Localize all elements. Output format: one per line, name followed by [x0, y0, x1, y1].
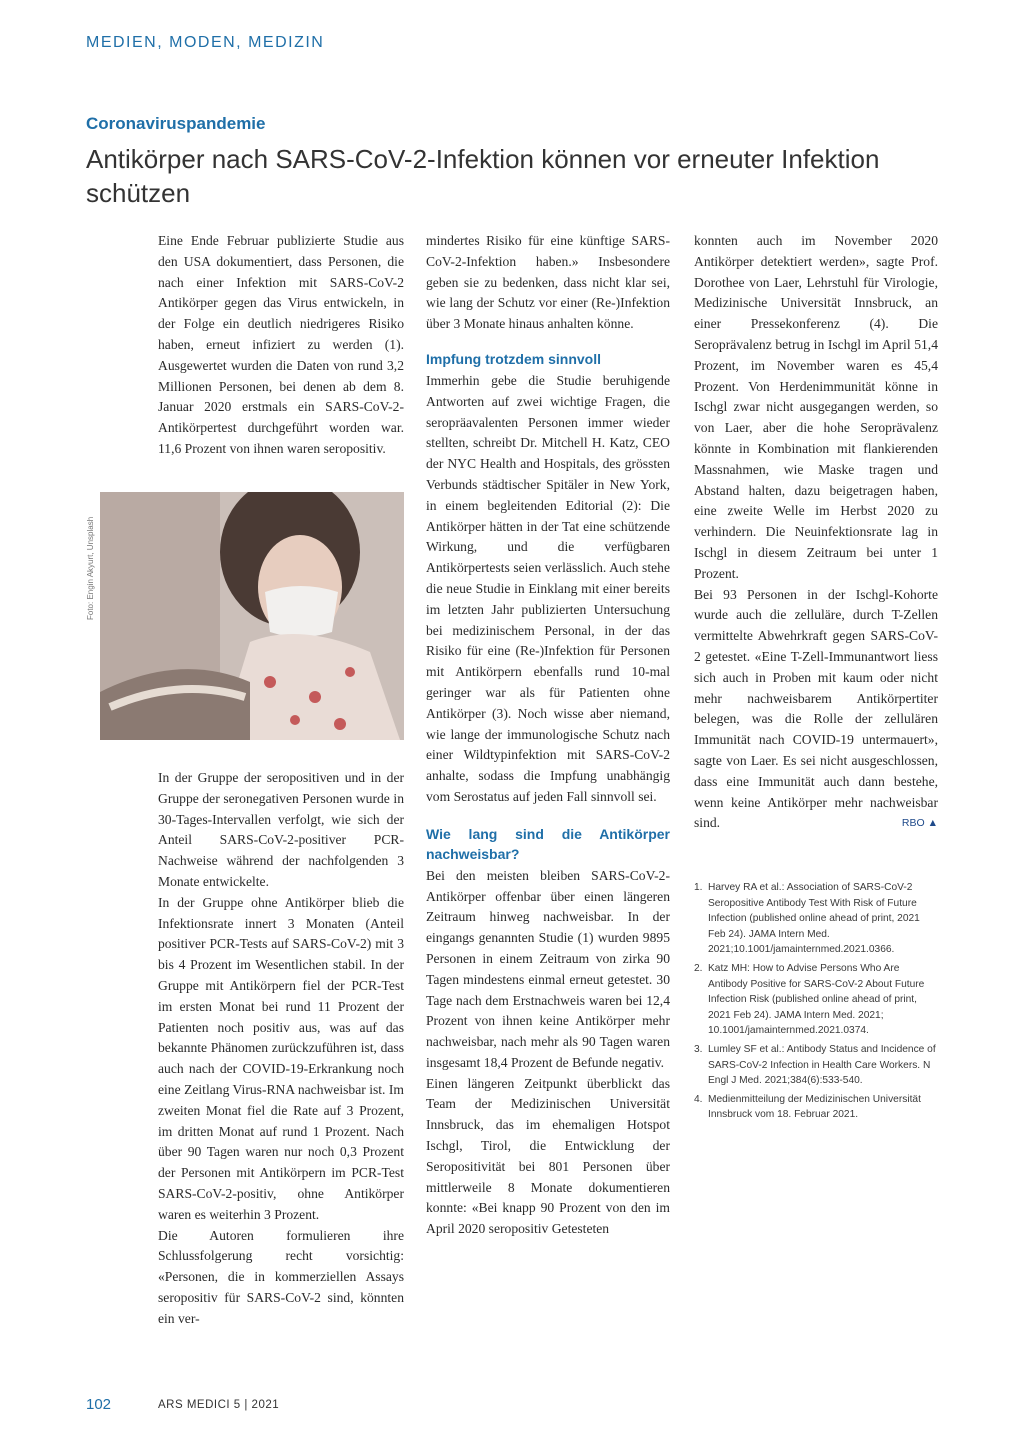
- paragraph-intro: Eine Ende Februar publizierte Studie aus den USA dokumentiert, dass Personen, die nach einer Infektion mit SARS-CoV-2 Antikörper gegen das Virus entwickeln, in der Folge ein deutlich niedrigeres Risiko haben, erneut infiziert zu werden (1). Ausgewertet wurden die Daten von rund 3,2 Millionen Personen, bei denen ab dem 8. Januar 2020 erstmals ein SARS-CoV-2-Antikörpertest durchgeführt worden war. 11,6 Prozent von ihnen waren seropositiv.: [158, 233, 404, 456]
- reference-item: 1. Harvey RA et al.: Association of SARS-CoV-2 Seropositive Antibody Test With Risk of Future Infection (published online ahead of print, 2021 Feb 24). JAMA Intern Med. 2021;10.1001/jamainternmed.2021.0366.: [694, 882, 920, 956]
- paragraph: Bei den meisten bleiben SARS-CoV-2-Antikörper offenbar über einen längeren Zeitraum hinweg nachweisbar. In der eingangs genannten Studie (1) wurden 9895 Personen in einem Zeitraum von zirka 90 Tagen mindestens einmal erneut getestet. 30 Tage nach dem Erstnachweis waren bei 12,4 Prozent von ihnen keine Antikörper mehr nachweisbar, nach mehr als 90 Tagen waren insgesamt 18,4 Prozent de Befunde negativ.: [426, 867, 670, 1070]
- paragraph: Einen längeren Zeitpunkt überblickt das Team der Medizinischen Universität Innsbruck, das im ehemaligen Hotspot Ischgl, Tirol, die Entwicklung der Seropositivität bei 801 Personen über mittlerweile 8 Monate dokumentieren konnte: «Bei knapp 90 Prozent von den im April 2020 seropositiv Getesteten: [426, 1075, 670, 1237]
- photo-credit: Foto: Engin Akyurt, Unsplash: [86, 516, 95, 620]
- column-1-lower: [158, 768, 404, 1330]
- article-title: Antikörper nach SARS-CoV-2-Infektion können vor erneuter Infektion schützen: [86, 144, 880, 208]
- section-label: MEDIEN, MODEN, MEDIZIN: [86, 34, 325, 51]
- journal-info: ARS MEDICI 5 | 2021: [158, 1399, 280, 1411]
- paragraph: Die Autoren formulieren ihre Schlussfolgerung recht vorsichtig: «Personen, die in kommerziellen Assays seropositiv für SARS-CoV-2 sind, könnten ein ver-: [158, 1227, 404, 1326]
- reference-list: [694, 880, 940, 1126]
- reference-item: 3. Lumley SF et al.: Antibody Status and Incidence of SARS-CoV-2 Infection in Health Care Workers. N Engl J Med. 2021;384(6):533-540.: [694, 1043, 936, 1087]
- article-kicker: Coronaviruspandemie: [86, 114, 266, 133]
- photo-illustration: [100, 492, 404, 740]
- column-1: [158, 231, 404, 460]
- subheading-impfung: Impfung trotzdem sinnvoll: [426, 350, 601, 367]
- column-2: [426, 231, 670, 1240]
- paragraph: In der Gruppe ohne Antikörper blieb die Infektionsrate innert 3 Monaten (Anteil positiver PCR-Tests auf SARS-CoV-2) mit 3 bis 4 Prozent im Wesentlichen stabil. In der Gruppe mit Antikörpern fiel der PCR-Test im ersten Monat bei rund 11 Prozent der Patienten noch positiv aus, was auf das bekannte Phänomen zurückzuführen ist, dass auch nach der COVID-19-Erkrankung noch eine Zeitlang Virus-RNA nachweisbar ist. Im zweiten Monat fiel die Rate auf 3 Prozent, im dritten Monat auf rund 1 Prozent. Nach über 90 Tagen waren nur noch 0,3 Prozent der Personen mit Antikörpern im PCR-Test SARS-CoV-2-positiv, ohne Antikörper waren es weiterhin 3 Prozent.: [158, 894, 404, 1222]
- paragraph: Bei 93 Personen in der Ischgl-Kohorte wurde auch die zelluläre, durch T-Zellen vermittelte Abwehrkraft gegen SARS-CoV-2 getestet. «Eine T-Zell-Immunantwort liess sich auch in Proben mit kaum oder nicht mehr nachweisbarem Antikörpertiter belegen, was die Rolle der zellulären Immunität nach COVID-19 untermauert», sagte von Laer. Es sei nicht ausgeschlossen, dass eine Immunität auch dann bestehe, wenn keine Antikörper mehr nachweisbar sind. RBO ▲: [694, 585, 938, 835]
- paragraph: mindertes Risiko für eine künftige SARS-CoV-2-Infektion haben.» Insbesondere geben sie zu bedenken, dass nicht klar sei, wie lang der Schutz vor einer (Re-)Infektion über 3 Monate hinaus anhalten könne.: [426, 233, 670, 332]
- column-3: [694, 231, 938, 834]
- article-photo: [100, 492, 404, 740]
- paragraph: In der Gruppe der seropositiven und in der Gruppe der seronegativen Personen wurde in 30-Tages-Intervallen verfolgt, wie sich der Anteil SARS-CoV-2-positiver PCR-Nachweise während der nachfolgenden 3 Monate entwickelte.: [158, 770, 404, 889]
- reference-item: 4. Medienmitteilung der Medizinischen Universität Innsbruck vom 18. Februar 2021.: [694, 1093, 921, 1121]
- paragraph: konnten auch im November 2020 Antikörper detektiert werden», sagte Prof. Dorothee von Laer, Lehrstuhl für Virologie, Medizinische Universität Innsbruck, an einer Pressekonferenz (4). Die Seroprävalenz betrug in Ischgl im April 51,4 Prozent, im November waren es 45,4 Prozent. Von Herdenimmunität könne in Ischgl zwar nicht ausgegangen werden, so von Laer, aber die hohe Seroprävalenz könnte in Kombination mit flankierenden Massnahmen, wie Maske tragen und Abstand halten, dazu beigetragen haben, eine zweite Welle im Herbst 2020 zu verhindern. Die Neuinfektionsrate lag in Ischgl in diesem Zeitraum bei unter 1 Prozent.: [694, 233, 938, 581]
- page-number: 102: [86, 1396, 112, 1413]
- author-signature: RBO ▲: [901, 817, 938, 830]
- reference-item: 2. Katz MH: How to Advise Persons Who Are Antibody Positive for SARS-CoV-2 About Future Infection Risk (published online ahead of print, 2021 Feb 24). JAMA Intern Med. 2021; 10.1001/jamainternmed.2021.0374.: [694, 962, 925, 1037]
- paragraph: Immerhin gebe die Studie beruhigende Antworten auf zwei wichtige Fragen, die seropräavalenten Personen immer wieder stellten, schreibt Dr. Mitchell H. Katz, CEO der NYC Health and Hospitals, des grössten Verbunds städtischer Spitäler in New York, in einem begleitenden Editorial (2): Die Antikörper hätten in der Tat eine schützende Wirkung, und die verfügbaren Antikörpertests seien verlässlich. Auch stehe die neue Studie in Einklang mit einer bereits im letzten Jahr publizierten Untersuchung bei medizinischem Personal, in der das Risiko für eine (Re-)Infektion für Personen mit Antikörpern ebenfalls rund 10-mal geringer war als für Patienten ohne Antikörper (3). Noch wisse aber niemand, wie lange der immunologische Schutz nach einer Wildtypinfektion mit SARS-CoV-2 anhalte, sodass die Impfung unabhängig vom Serostatus auf jeden Fall sinnvoll sei.: [426, 372, 670, 804]
- subheading-antikoerper: Wie lang sind die Antikörper nachweisbar?: [426, 825, 670, 862]
